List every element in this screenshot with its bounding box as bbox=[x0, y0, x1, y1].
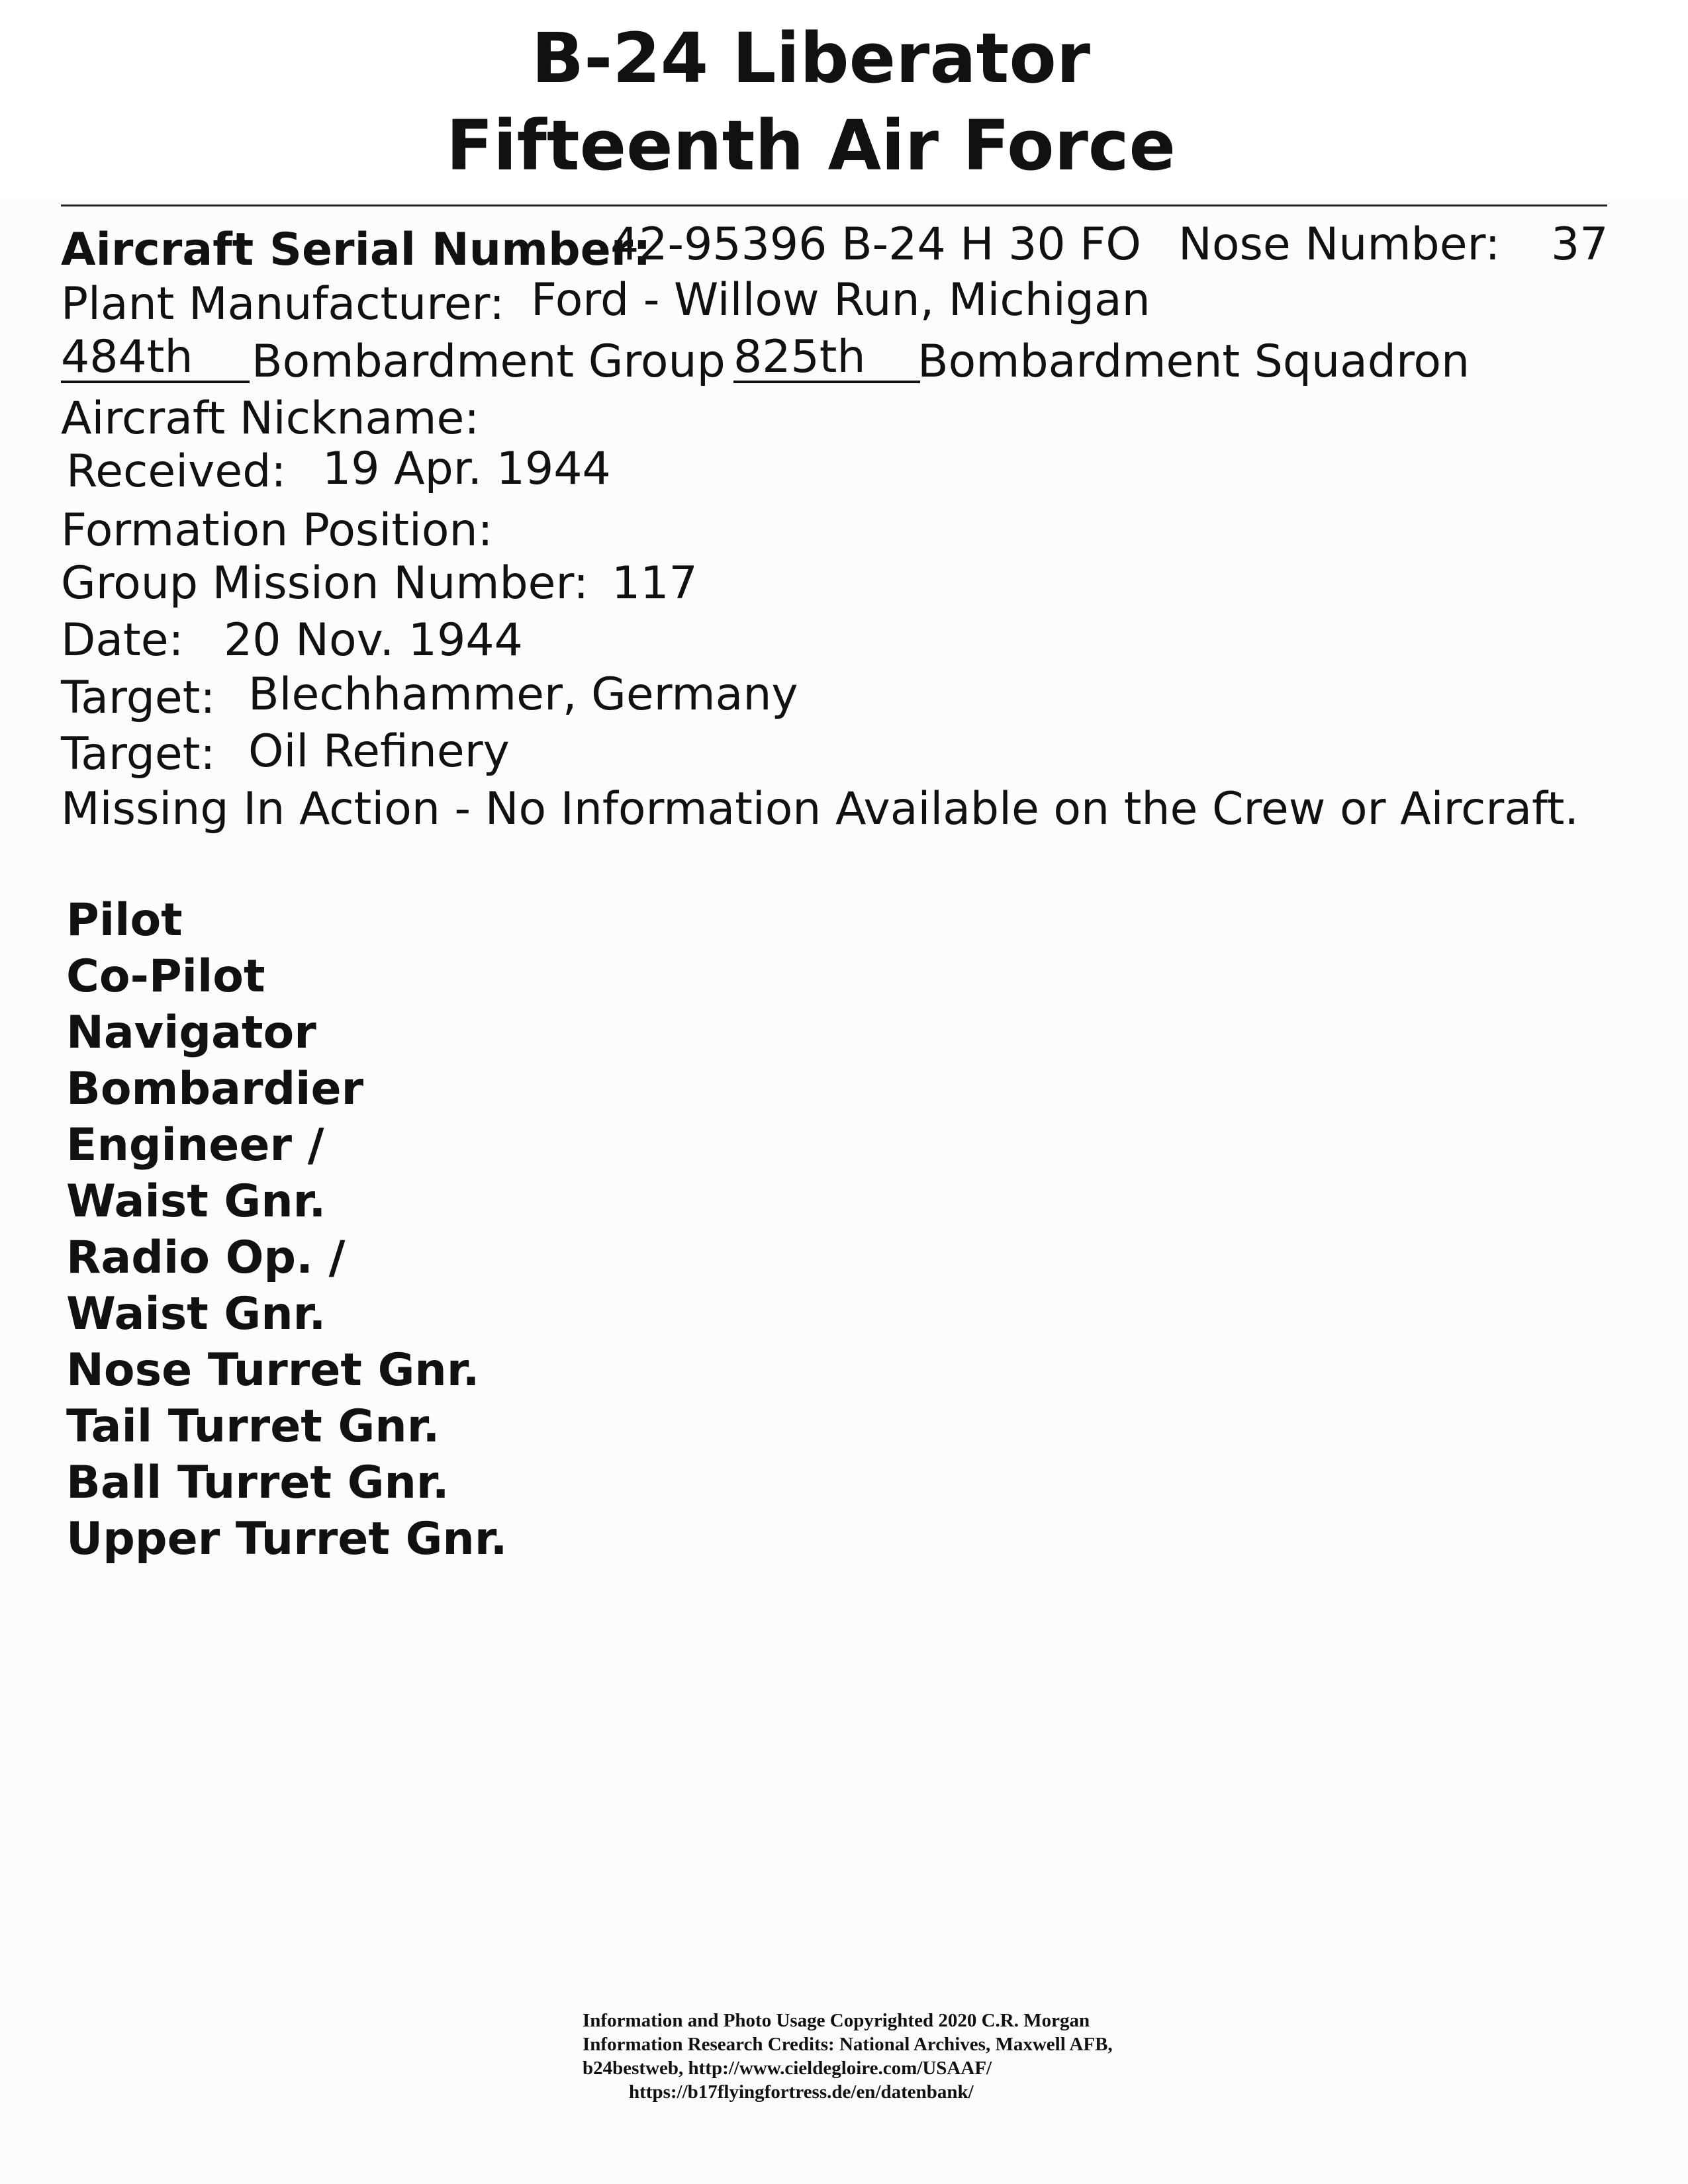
credits-line: b24bestweb, http://www.cieldegloire.com/USAAF/ bbox=[583, 2058, 992, 2079]
formation-label: Formation Position: bbox=[61, 504, 493, 557]
crew-position: Engineer / bbox=[66, 1119, 324, 1171]
crew-position: Waist Gnr. bbox=[66, 1175, 326, 1228]
credits-line: https://b17flyingfortress.de/en/datenbank/ bbox=[629, 2081, 974, 2103]
mission-value: 117 bbox=[612, 557, 698, 610]
page-title: B-24 Liberator bbox=[531, 18, 1091, 99]
group-label: Bombardment Group bbox=[252, 336, 726, 388]
group-row bbox=[61, 331, 250, 384]
mission-label: Group Mission Number: bbox=[61, 557, 589, 610]
crew-position: Bombardier bbox=[66, 1063, 364, 1115]
received-label: Received: bbox=[66, 445, 287, 498]
received-value: 19 Apr. 1944 bbox=[322, 443, 611, 495]
crew-position: Upper Turret Gnr. bbox=[66, 1513, 508, 1565]
crew-position: Co-Pilot bbox=[66, 950, 265, 1003]
crew-position: Waist Gnr. bbox=[66, 1288, 326, 1340]
group-number: 484th bbox=[61, 334, 250, 383]
nickname-label: Aircraft Nickname: bbox=[61, 392, 480, 445]
plant-value: Ford - Willow Run, Michigan bbox=[531, 274, 1150, 326]
plant-label: Plant Manufacturer: bbox=[61, 278, 505, 330]
nose-number-value: 37 bbox=[1551, 218, 1609, 271]
credits-line: Information Research Credits: National Archives, Maxwell AFB, bbox=[583, 2034, 1113, 2055]
target2-value: Oil Refinery bbox=[248, 725, 510, 778]
serial-label: Aircraft Serial Number: bbox=[61, 224, 651, 276]
mia-status: Missing In Action - No Information Available on the Crew or Aircraft. bbox=[61, 783, 1579, 835]
squadron-row bbox=[733, 331, 922, 384]
serial-value: 42-95396 B-24 H 30 FO bbox=[610, 218, 1141, 271]
crew-position: Tail Turret Gnr. bbox=[66, 1400, 440, 1453]
crew-position: Nose Turret Gnr. bbox=[66, 1344, 480, 1396]
squadron-label: Bombardment Squadron bbox=[917, 336, 1470, 388]
crew-position: Pilot bbox=[66, 894, 183, 946]
target2-label: Target: bbox=[61, 728, 216, 780]
nose-number-label: Nose Number: bbox=[1178, 218, 1501, 271]
crew-position: Radio Op. / bbox=[66, 1232, 346, 1284]
serial-row bbox=[61, 224, 651, 277]
target1-label: Target: bbox=[61, 672, 216, 724]
squadron-number: 825th bbox=[733, 334, 920, 383]
credits-footer bbox=[583, 2009, 1113, 2104]
target1-value: Blechhammer, Germany bbox=[248, 668, 798, 721]
crew-position: Ball Turret Gnr. bbox=[66, 1457, 449, 1509]
title-divider bbox=[61, 205, 1607, 206]
crew-position: Navigator bbox=[66, 1007, 316, 1059]
page-subtitle: Fifteenth Air Force bbox=[445, 105, 1176, 186]
date-label: Date: bbox=[61, 614, 184, 666]
date-value: 20 Nov. 1944 bbox=[224, 614, 523, 666]
crew-list bbox=[66, 892, 508, 1567]
credits-line: Information and Photo Usage Copyrighted 2020 C.R. Morgan bbox=[583, 2010, 1090, 2031]
